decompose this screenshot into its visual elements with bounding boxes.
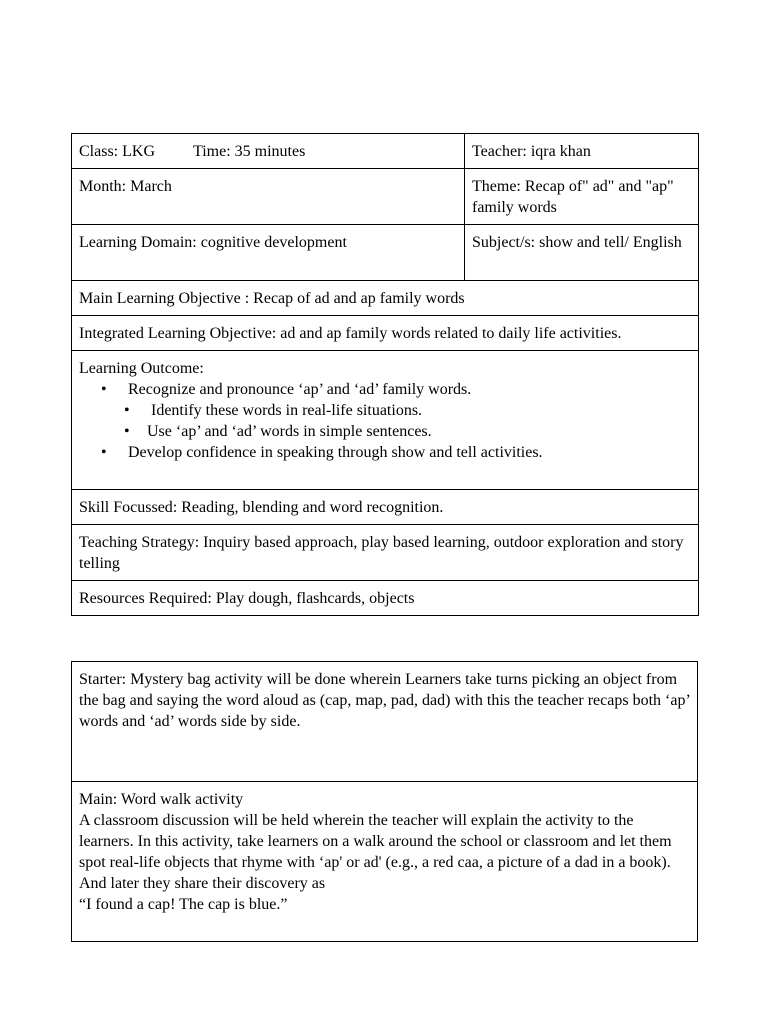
- lesson-plan-table: [71, 133, 699, 616]
- learning-domain-cell: [72, 225, 465, 281]
- teacher-cell: [465, 134, 699, 169]
- integrated-objective-row: [72, 316, 699, 351]
- integrated-objective-cell: [72, 316, 699, 351]
- skill-cell: [72, 490, 699, 525]
- skill-row: [72, 490, 699, 525]
- subject-cell: [465, 225, 699, 281]
- main-activity-row: [72, 782, 698, 942]
- main-activity-cell: [72, 782, 698, 942]
- bullet-icon: •: [124, 402, 130, 419]
- main-objective-row: [72, 281, 699, 316]
- class-time-teacher-row: [72, 134, 699, 169]
- month-label: Month: March: [79, 178, 172, 195]
- teaching-strategy-text: Teaching Strategy: Inquiry based approach, play based learning, outdoor exploration and story telling: [79, 534, 684, 572]
- class-label: Class: LKG: [79, 143, 155, 160]
- month-cell: [72, 169, 465, 225]
- integrated-objective-text: Integrated Learning Objective: ad and ap family words related to daily life activities.: [79, 325, 622, 342]
- learning-outcome-item: [79, 400, 692, 421]
- learning-outcome-cell: [72, 351, 699, 490]
- learning-outcome-row: [72, 351, 699, 490]
- resources-cell: [72, 581, 699, 616]
- class-time-cell: [72, 134, 465, 169]
- resources-row: [72, 581, 699, 616]
- teaching-strategy-row: [72, 525, 699, 581]
- learning-outcome-text: Identify these words in real-life situations.: [151, 402, 423, 419]
- time-label: Time: 35 minutes: [193, 143, 306, 160]
- theme-cell: [465, 169, 699, 225]
- main-activity-heading: Main: Word walk activity: [79, 791, 244, 808]
- starter-row: [72, 662, 698, 782]
- learning-outcome-item: [79, 421, 692, 442]
- skill-text: Skill Focussed: Reading, blending and word recognition.: [79, 499, 444, 516]
- activity-table: [71, 661, 698, 942]
- learning-outcome-heading: Learning Outcome:: [79, 360, 204, 377]
- main-objective-cell: [72, 281, 699, 316]
- month-theme-row: [72, 169, 699, 225]
- learning-outcome-text: Develop confidence in speaking through show and tell activities.: [128, 444, 543, 461]
- domain-subject-row: [72, 225, 699, 281]
- main-activity-body: A classroom discussion will be held wherein the teacher will explain the activity to the learners. In this activity, take learners on a walk around the school or classroom and let them spot real-life objects that rhyme with ‘ap' or ad' (e.g., a red caa, a picture of a dad in a book). And later they share their discovery as: [79, 812, 672, 892]
- bullet-icon: •: [101, 381, 107, 398]
- learning-outcome-item: [79, 442, 692, 463]
- main-objective-text: Main Learning Objective : Recap of ad and ap family words: [79, 290, 465, 307]
- learning-domain-label: Learning Domain: cognitive development: [79, 234, 347, 251]
- starter-text: Starter: Mystery bag activity will be done wherein Learners take turns picking an object from the bag and saying the word aloud as (cap, map, pad, dad) with this the teacher recaps both ‘ap’ words and ‘ad’ words side by side.: [79, 671, 690, 730]
- theme-label: Theme: Recap of" ad" and "ap" family words: [472, 178, 674, 216]
- starter-cell: [72, 662, 698, 782]
- teaching-strategy-cell: [72, 525, 699, 581]
- main-activity-quote: “I found a cap! The cap is blue.”: [79, 896, 288, 913]
- subject-label: Subject/s: show and tell/ English: [472, 234, 682, 251]
- learning-outcome-text: Use ‘ap’ and ‘ad’ words in simple sentences.: [147, 423, 432, 440]
- bullet-icon: •: [101, 444, 107, 461]
- learning-outcome-text: Recognize and pronounce ‘ap’ and ‘ad’ family words.: [128, 381, 472, 398]
- learning-outcome-item: [79, 379, 692, 400]
- resources-text: Resources Required: Play dough, flashcards, objects: [79, 590, 415, 607]
- bullet-icon: •: [124, 423, 130, 440]
- learning-outcome-list: [79, 379, 692, 463]
- teacher-label: Teacher: iqra khan: [472, 143, 591, 160]
